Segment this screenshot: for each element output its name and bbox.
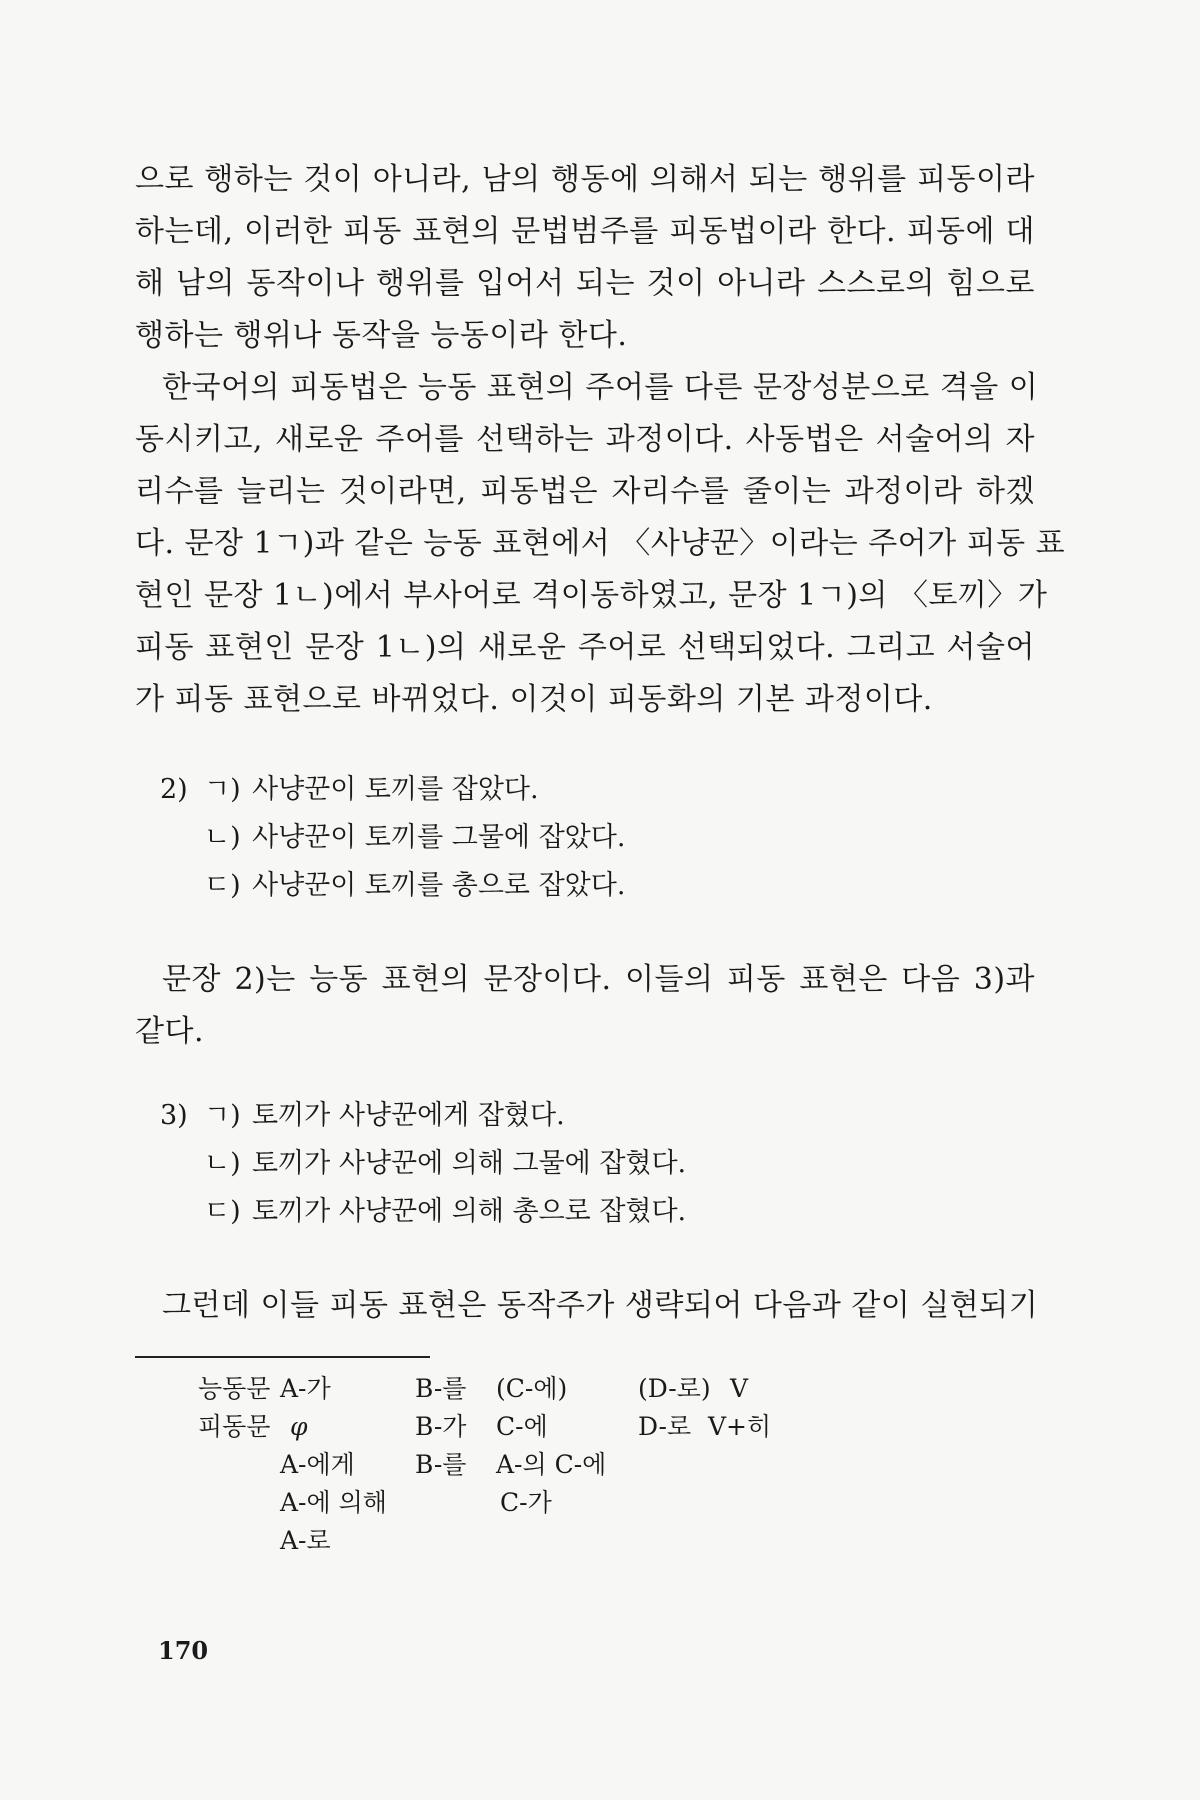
footnote-cell: φ <box>290 1412 308 1441</box>
footnote-cell: (D-로) <box>638 1374 711 1403</box>
footnote-cell: B-가 <box>415 1412 467 1441</box>
body-line: 해 남의 동작이나 행위를 입어서 되는 것이 아니라 스스로의 힘으로 <box>135 266 1035 301</box>
body-line: 그런데 이들 피동 표현은 동작주가 생략되어 다음과 같이 실현되기 <box>162 1288 1039 1323</box>
example-sentence: 토끼가 사냥꾼에 의해 그물에 잡혔다. <box>252 1148 687 1179</box>
example-marker: ㄴ) <box>204 822 241 853</box>
body-line: 하는데, 이러한 피동 표현의 문법범주를 피동법이라 한다. 피동에 대 <box>135 214 1035 249</box>
body-line: 가 피동 표현으로 바뀌었다. 이것이 피동화의 기본 과정이다. <box>135 682 933 717</box>
footnote-cell: B-를 <box>415 1374 467 1403</box>
footnote-rule <box>135 1356 430 1358</box>
example-sentence: 토끼가 사냥꾼에게 잡혔다. <box>252 1100 565 1131</box>
body-line: 문장 2)는 능동 표현의 문장이다. 이들의 피동 표현은 다음 3)과 <box>162 962 1035 997</box>
body-line: 다. 문장 1ㄱ)과 같은 능동 표현에서 〈사냥꾼〉이라는 주어가 피동 표 <box>135 526 1066 561</box>
example-sentence: 사냥꾼이 토끼를 총으로 잡았다. <box>252 870 626 901</box>
example-marker: ㄷ) <box>204 1196 241 1227</box>
footnote-cell: (C-에) <box>496 1374 568 1403</box>
body-line: 현인 문장 1ㄴ)에서 부사어로 격이동하였고, 문장 1ㄱ)의 〈토끼〉가 <box>135 578 1048 613</box>
body-line: 리수를 늘리는 것이라면, 피동법은 자리수를 줄이는 과정이라 하겠 <box>135 474 1035 509</box>
example-sentence: 사냥꾼이 토끼를 그물에 잡았다. <box>252 822 626 853</box>
footnote-label: 피동문 <box>198 1412 271 1441</box>
footnote-cell: A-에 의해 <box>280 1488 387 1517</box>
footnote-cell: C-가 <box>500 1488 552 1517</box>
footnote-cell: A-로 <box>280 1526 331 1555</box>
body-line: 행하는 행위나 동작을 능동이라 한다. <box>135 318 628 353</box>
example-marker: ㄱ) <box>204 774 241 805</box>
body-line: 피동 표현인 문장 1ㄴ)의 새로운 주어로 선택되었다. 그리고 서술어 <box>135 630 1035 665</box>
example-marker: ㄴ) <box>204 1148 241 1179</box>
example-number: 2) <box>160 774 188 805</box>
footnote-cell: A-가 <box>280 1374 331 1403</box>
footnote-cell: A-에게 <box>280 1450 355 1479</box>
page-number: 170 <box>158 1636 209 1665</box>
footnote-cell: C-에 <box>496 1412 548 1441</box>
example-sentence: 토끼가 사냥꾼에 의해 총으로 잡혔다. <box>252 1196 687 1227</box>
body-line: 같다. <box>135 1014 204 1049</box>
example-number: 3) <box>160 1100 188 1131</box>
body-line: 으로 행하는 것이 아니라, 남의 행동에 의해서 되는 행위를 피동이라 <box>135 162 1035 197</box>
body-line: 한국어의 피동법은 능동 표현의 주어를 다른 문장성분으로 격을 이 <box>162 370 1039 405</box>
example-sentence: 사냥꾼이 토끼를 잡았다. <box>252 774 539 805</box>
footnote-cell: D-로 <box>638 1412 692 1441</box>
footnote-cell: A-의 C-에 <box>496 1450 607 1479</box>
footnote-cell: V <box>730 1374 749 1403</box>
example-marker: ㄱ) <box>204 1100 241 1131</box>
footnote-cell: B-를 <box>415 1450 467 1479</box>
body-line: 동시키고, 새로운 주어를 선택하는 과정이다. 사동법은 서술어의 자 <box>135 422 1035 457</box>
footnote-cell: V+히 <box>708 1412 772 1441</box>
example-marker: ㄷ) <box>204 870 241 901</box>
footnote-label: 능동문 <box>198 1374 271 1403</box>
